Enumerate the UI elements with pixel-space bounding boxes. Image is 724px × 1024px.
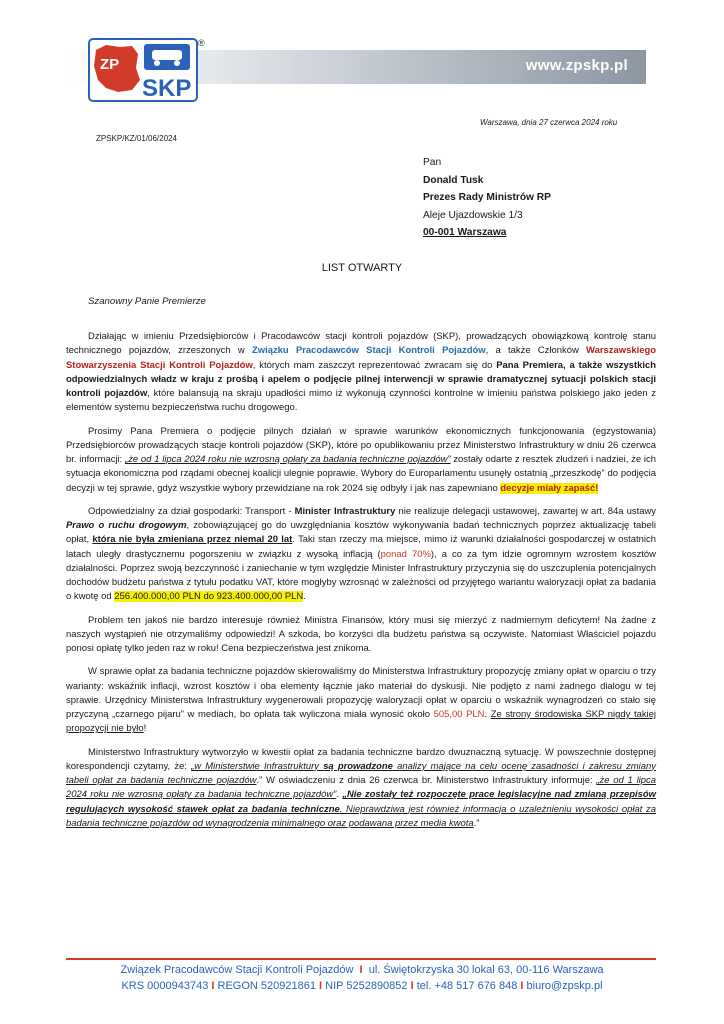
footer-phone[interactable]: tel. +48 517 676 848 [416, 980, 518, 992]
letter-body [66, 330, 656, 840]
paragraph-3: Odpowiedzialny za dział gospodarki: Transport - Minister Infrastruktury nie realizuje delegacji ustawowej, zawartej w art. 84a ustawy Prawo o ruchu drogowym, zobowiązującej go do uwzględniania kosztów wykonywania badań technicznych poprzez aktualizację tabeli opłat, która nie była zmieniana przez niemal 20 lat. Taki stan rzeczy ma miejsce, mimo iż warunki działalności gospodarczej w ostatnich latach uległy drastycznemu pogorszeniu w związku z wysoką inflacją (ponad 70%), a co za tym idzie ogromnym wzrostem kosztów działalności. Poprzez swoją bezczynność i zaniechanie w tym względzie Minister Infrastruktury przyczynia się do uszczuplenia potencjalnych dochodów budżetu państwa z tytułu podatku VAT, które mogłyby wzrosnąć w zależności od przyjętego wariantu waloryzacji opłat za badania o kwotę od 256.400.000,00 PLN do 923.400.000,00 PLN. [66, 505, 656, 603]
recipient-address [423, 154, 551, 242]
paragraph-5: W sprawie opłat za badania techniczne pojazdów skierowaliśmy do Ministerstwa Infrastruktury propozycję zmiany opłat w oparciu o trzy warianty: wskaźnik inflacji, wzrost kosztów i oba elementy łącznie jako materiał do dyskusji. Nie podjęto z nami żadnego dialogu w tej sprawie. Urzędnicy Ministerstwa Infrastruktury wygenerowali propozycję waloryzacji opłat w oparciu o wskaźnik wynagrodzeń co stało się przyczyną „czarnego pijaru” w mediach, bo opłata tak wyliczona miała wynosić około 505,00 PLN. Ze strony środowiska SKP nigdy takiej propozycji nie było! [66, 666, 656, 735]
recipient-name: Donald Tusk [423, 174, 484, 186]
letter-date: Warszawa, dnia 27 czerwca 2024 roku [480, 118, 618, 127]
footer-divider [66, 958, 656, 960]
footer-krs: KRS 0000943743 [121, 980, 209, 992]
logo-zp-text: ZP [100, 56, 120, 73]
zpskp-logo [88, 38, 198, 102]
paragraph-1: Działając w imieniu Przedsiębiorców i Pracodawców stacji kontroli pojazdów (SKP), prowadzących obowiązkową kontrolę stanu technicznego pojazdów, zrzeszonych w Związku Pracodawców Stacji Kontroli Pojazdów, a także Członków Warszawskiego Stowarzyszenia Stacji Kontroli Pojazdów, których mam zaszczyt reprezentować zwracam się do Pana Premiera, a także wszystkich odpowiedzialnych władz w kraju z prośbą i apelem o podjęcie pilnej interwencji w sprawie dramatycznej sytuacji polskich stacji kontroli pojazdów, które balansują na skraju upadłości mimo iż wykonują czynności kontrolne w imieniu państwa polskiego jako jeden z elementów systemu bezpieczeństwa ruchu drogowego. [66, 331, 656, 414]
paragraph-4: Problem ten jakoś nie bardzo interesuje również Ministra Finansów, który musi się mierzyć z nadmiernym deficytem! Na żadne z naszych wystąpień nie otrzymaliśmy odpowiedzi! A szkoda, bo korzyści dla budżetu państwa są oczywiste. Natomiast Właściciel pojazdu ponosi opłatę tylko jeden raz w roku! Cena bezpieczeństwa jest znikoma. [66, 614, 656, 654]
footer-nip: NIP 5252890852 [325, 980, 408, 992]
footer-regon: REGON 520921861 [217, 980, 316, 992]
reference-number: ZPSKP/KZ/01/06/2024 [96, 134, 177, 143]
site-url[interactable]: www.zpskp.pl [525, 57, 628, 74]
recipient-salutation: Pan [423, 157, 442, 168]
recipient-street: Aleje Ujazdowskie 1/3 [423, 209, 523, 221]
paragraph-6: Ministerstwo Infrastruktury wytworzyło w kwestii opłat za badania techniczne bardzo dwuznaczną sytuację. W powszechnie dostępnej korespondencji czytamy, że: „w Ministerstwie Infrastruktury są prowadzone analizy mające na celu ocenę zasadności i zakresu zmiany tabeli opłat za badania techniczne pojazdów.” W oświadczeniu z dnia 26 czerwca br. Ministerstwo Infrastruktury informuje: „że od 1 lipca 2024 roku nie wzrosną opłaty za badania techniczne pojazdów”. „Nie zostały też rozpoczęte prace legislacyjne nad zmianą przepisów regulujących wysokość stawek opłat za badania techniczne. Nieprawdziwa jest również informacja o uzależnieniu wysokości opłat za badania techniczne pojazdów od wynagrodzenia minimalnego oraz podawana przez media kwota.” [66, 746, 656, 829]
paragraph-2: Prosimy Pana Premiera o podjęcie pilnych działań w sprawie warunków ekonomicznych funkcjonowania (egzystowania) Przedsiębiorców prowadzących stacje kontroli pojazdów (SKP), które po opublikowaniu przez Ministerstwo Infrastruktury w dniu 26 czerwca br. informacji: „że od 1 lipca 2024 roku nie wzrosną opłaty za badania techniczne pojazdów” zostały odarte z resztek złudzeń i nadziei, że ich sytuacja ekonomiczna pod rządami obecnej koalicji ulegnie poprawie. Wybory do Europarlamentu usunęły ostatnią „przeszkodę” do podjęcia decyzji w tej sprawie, gdyż wszystkie wybory przewidziane na rok 2024 się odbyły i jak nas zapewniano decyzje miały zapaść! [66, 425, 656, 494]
footer-separator: I [359, 964, 363, 976]
footer-line-1 [0, 964, 724, 976]
recipient-position: Prezes Rady Ministrów RP [423, 192, 551, 204]
letter-title: LIST OTWARTY [321, 262, 403, 274]
recipient-city: 00-001 Warszawa [423, 227, 507, 239]
footer-email[interactable]: biuro@zpskp.pl [526, 980, 603, 992]
salutation: Szanowny Panie Premierze [88, 296, 206, 307]
registered-mark: ® [198, 38, 205, 48]
footer-line-2: KRS 0000943743 I REGON 520921861 I NIP 5252890852 I tel. +48 517 676 848 I biuro@zpskp.pl [121, 980, 603, 992]
footer-address: ul. Świętokrzyska 30 lokal 63, 00-116 Warszawa [368, 964, 604, 976]
logo-skp-text: SKP [142, 75, 192, 102]
footer-org-name: Związek Pracodawców Stacji Kontroli Pojazdów [120, 964, 354, 976]
